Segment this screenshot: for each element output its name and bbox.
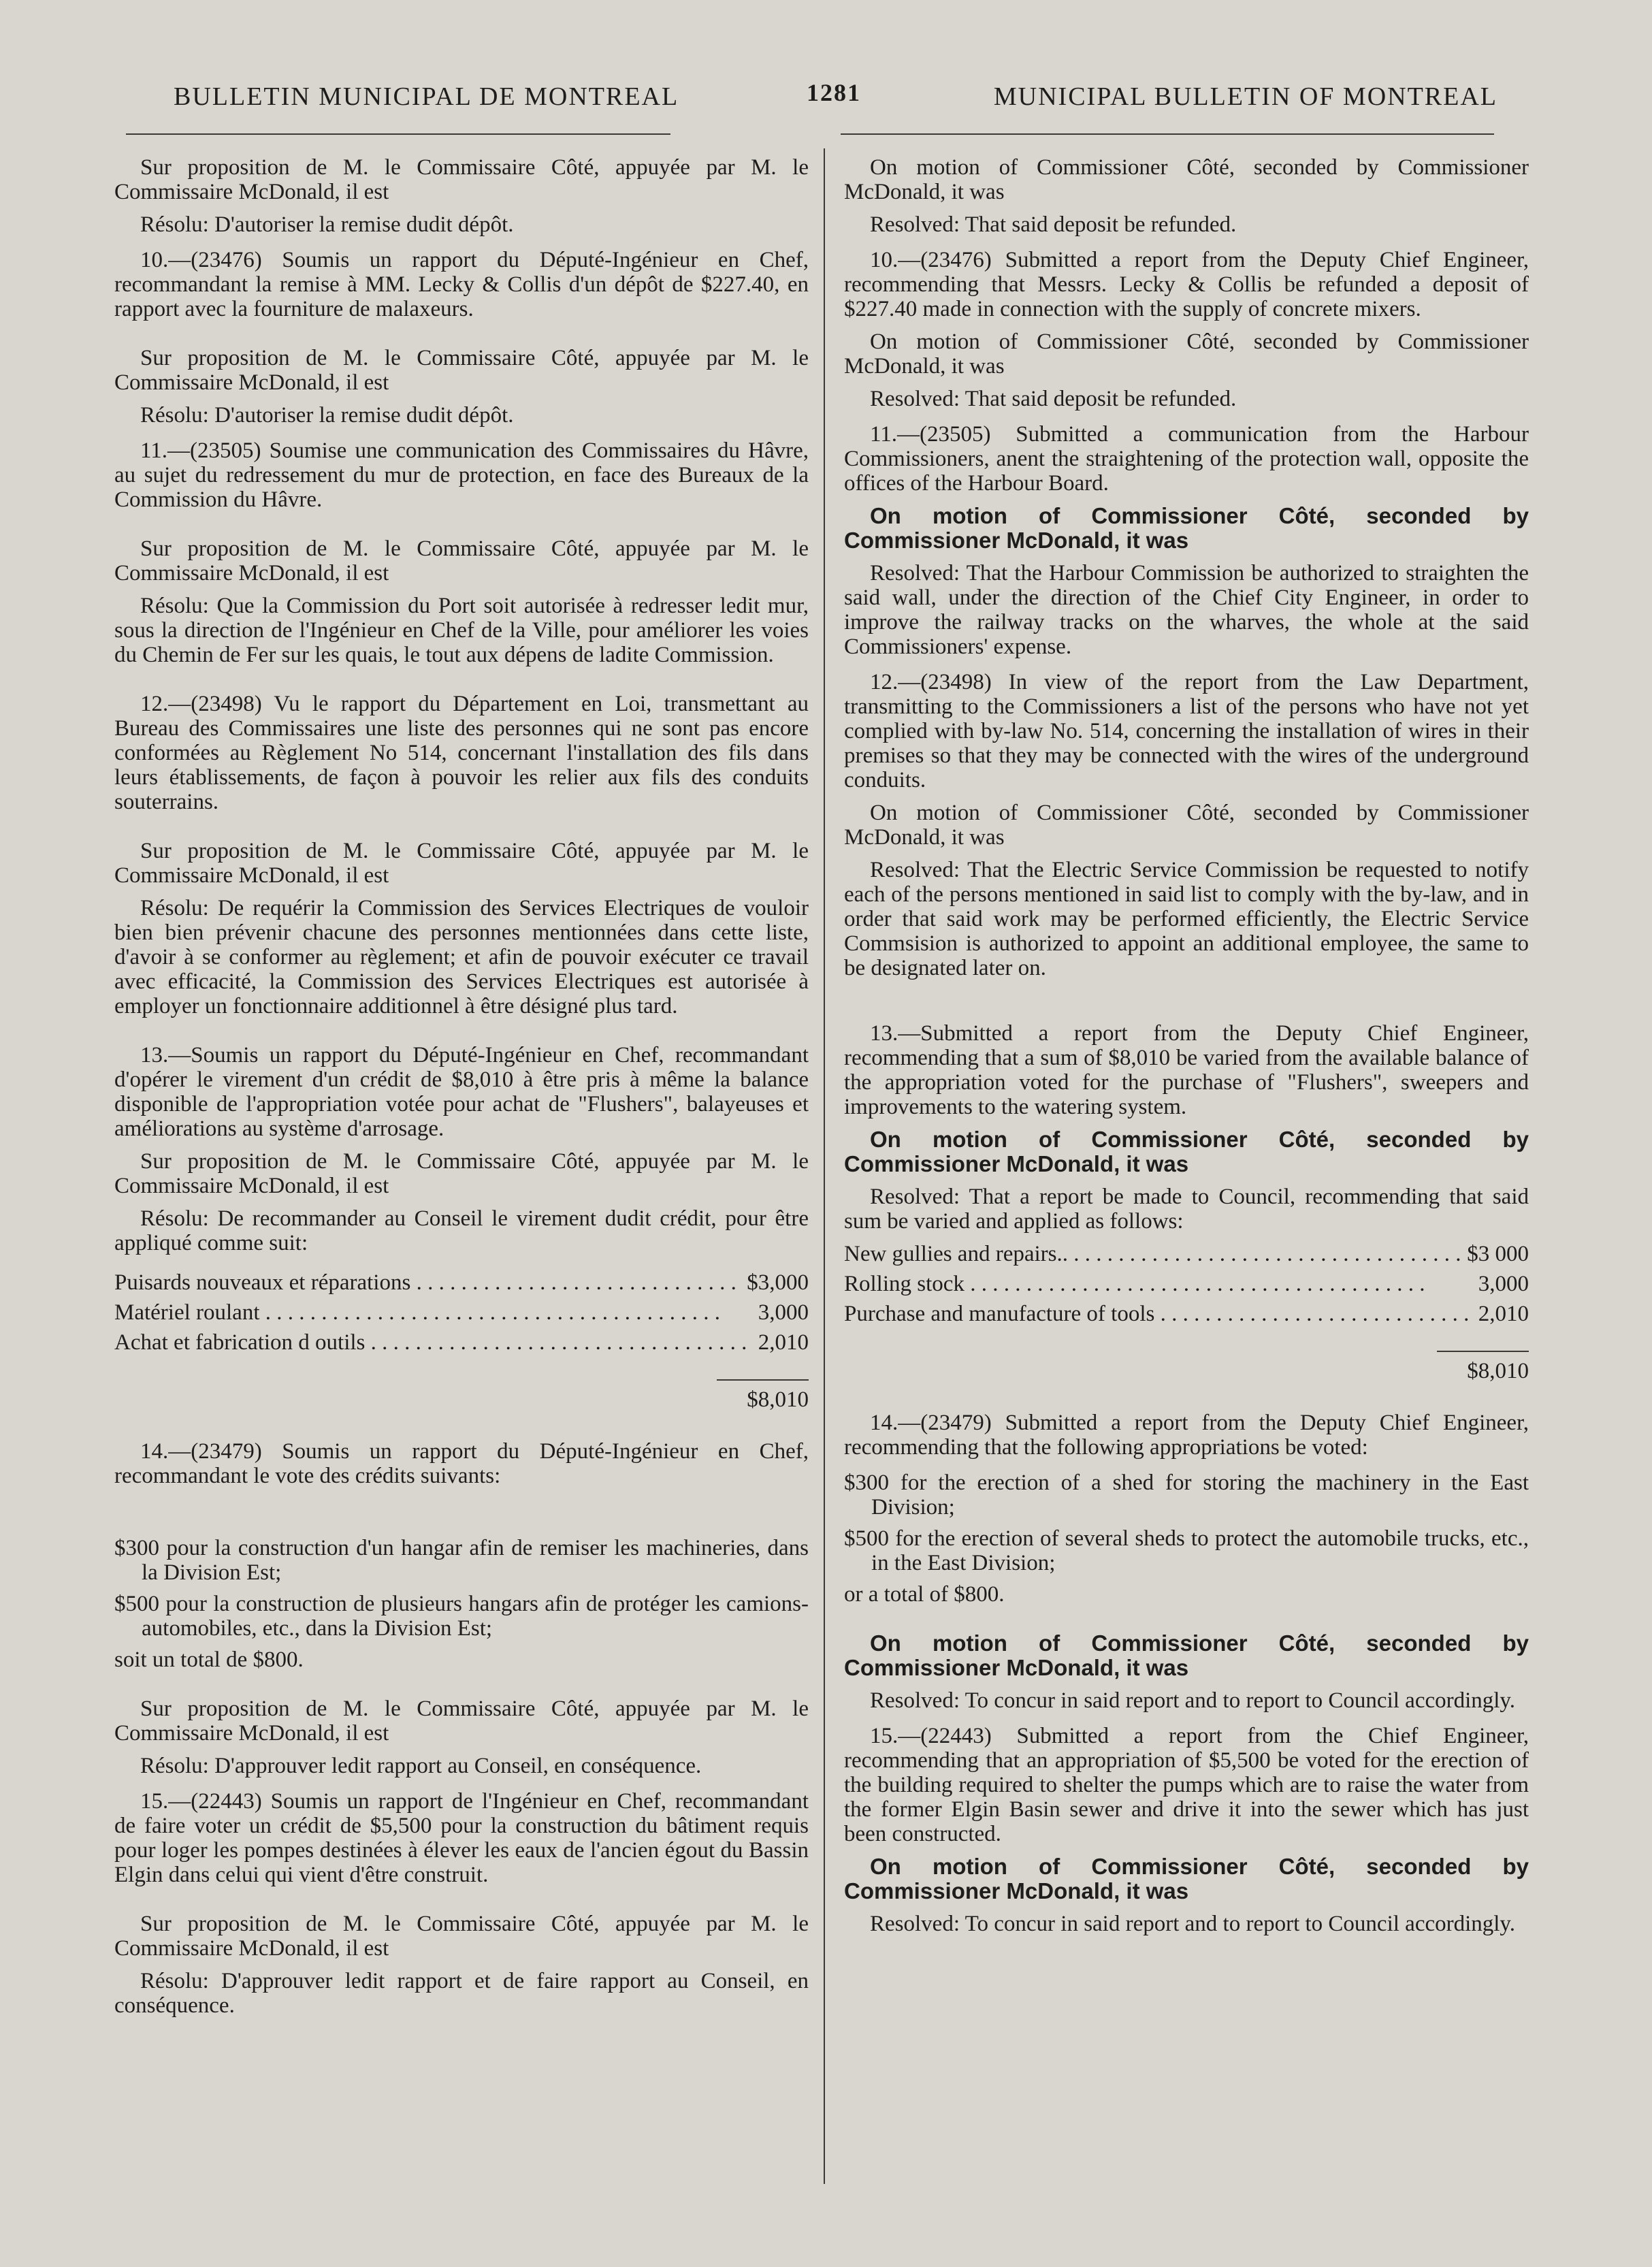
item-12: 12.—(23498) Vu le rapport du Département en Loi, transmettant au Bureau des Commissaires une liste des personnes qui ne sont pas encore conformées au Règlement No 514, concernant l'installation des fils dans leurs établissements, de façon à pouvoir les relier aux fils des conduits souterrains. (114, 692, 809, 814)
resolution-text: Resolved: That a report be made to Council, recommending that said sum be varied and applied as follows: (844, 1185, 1529, 1234)
item-15: 15.—(22443) Soumis un rapport de l'Ingénieur en Chef, recommandant de faire voter un crédit de $5,500 pour la construction du bâtiment requis pour loger les pompes destinées à élever les eaux de l'ancien égout du Bassin Elgin dans celui qui vient d'être construit. (114, 1789, 809, 1887)
header-french-title: BULLETIN MUNICIPAL DE MONTREAL (174, 82, 679, 111)
item-10: 10.—(23476) Submitted a report from the Deputy Chief Engineer, recommending that Messrs. Lecky & Collis be refunded a deposit of $227.40 made in connection with the supply of concrete mixers. (844, 248, 1529, 321)
page-header (170, 76, 1497, 117)
motion-text: On motion of Commissioner Côté, seconded by Commissioner McDonald, it was (844, 1127, 1529, 1176)
resolution-text: Résolu: D'approuver ledit rapport au Conseil, en conséquence. (140, 1754, 702, 1778)
resolution-text: Resolved: To concur in said report and to report to Council accordingly. (870, 1688, 1516, 1713)
french-column (114, 155, 809, 2026)
resolution-text: Resolved: That the Harbour Commission be authorized to straighten the said wall, under the direction of the Chief City Engineer, in order to improve the railway tracks on the wharves, the whole at the said Commissioners' expense. (844, 561, 1529, 659)
item-10: 10.—(23476) Soumis un rapport du Député-Ingénieur en Chef, recommandant la remise à MM. Lecky & Collis d'un dépôt de $227.40, en rapport avec la fourniture de malaxeurs. (114, 248, 809, 321)
resolution-text: Resolved: That said deposit be refunded. (870, 387, 1237, 411)
motion-text: Sur proposition de M. le Commissaire Côté, appuyée par M. le Commissaire McDonald, il est (114, 1697, 809, 1746)
list-item-amount: 3,000 (1478, 1272, 1529, 1296)
budget-list (114, 1270, 809, 1355)
item-13: 13.—Soumis un rapport du Député-Ingénieur en Chef, recommandant d'opérer le virement d'un crédit de $8,010 à être pris à même la balance disponible de l'appropriation votée pour achat de "Flushers", balayeuses et améliorations au système d'arrosage. (114, 1043, 809, 1141)
header-rule-left (126, 133, 670, 135)
list-item: $500 for the erection of several sheds to protect the automobile trucks, etc., in the East Division; (844, 1526, 1529, 1575)
motion-text: Sur proposition de M. le Commissaire Côté, appuyée par M. le Commissaire McDonald, il est (114, 536, 809, 585)
list-item (844, 1302, 1529, 1326)
resolution-text: Résolu: De recommander au Conseil le virement dudit crédit, pour être appliqué comme suit: (114, 1206, 809, 1255)
motion-text: Sur proposition de M. le Commissaire Côté, appuyée par M. le Commissaire McDonald, il est (114, 1149, 809, 1198)
total-amount: $8,010 (747, 1387, 809, 1412)
list-item-amount: $3 000 (1467, 1242, 1529, 1266)
list-item: soit un total de $800. (114, 1647, 304, 1672)
list-item (114, 1330, 809, 1355)
item-14: 14.—(23479) Soumis un rapport du Député-Ingénieur en Chef, recommandant le vote des crédits suivants: (114, 1439, 809, 1488)
resolution-text: Resolved: That said deposit be refunded. (870, 212, 1237, 237)
list-item-amount: 3,000 (758, 1300, 809, 1325)
motion-text: On motion of Commissioner Côté, seconded by Commissioner McDonald, it was (844, 1854, 1529, 1903)
motion-text: On motion of Commissioner Côté, seconded by Commissioner McDonald, it was (844, 329, 1529, 379)
motion-text: On motion of Commissioner Côté, seconded by Commissioner McDonald, it was (844, 503, 1529, 553)
list-item: $300 pour la construction d'un hangar afin de remiser les machineries, dans la Division Est; (114, 1536, 809, 1585)
list-item: $500 pour la construction de plusieurs hangars afin de protéger les camions-automobiles, etc., dans la Division Est; (114, 1592, 809, 1641)
list-item: $300 for the erection of a shed for storing the machinery in the East Division; (844, 1470, 1529, 1520)
list-item-label: Purchase and manufacture of tools . . . (844, 1302, 1472, 1326)
item-11: 11.—(23505) Submitted a communication from the Harbour Commissioners, anent the straightening of the protection wall, opposite the offices of the Harbour Board. (844, 422, 1529, 496)
list-item-amount: 2,010 (758, 1330, 809, 1355)
list-item (844, 1242, 1529, 1266)
resolution-text: Résolu: D'autoriser la remise dudit dépôt. (140, 403, 514, 428)
budget-list (844, 1242, 1529, 1326)
total-rule (1437, 1351, 1529, 1352)
list-item-label: Rolling stock . . . (844, 1272, 1425, 1296)
resolution-text: Résolu: D'approuver ledit rapport et de faire rapport au Conseil, en conséquence. (114, 1969, 809, 2018)
list-item (114, 1300, 809, 1325)
resolution-text: Résolu: Que la Commission du Port soit autorisée à redresser ledit mur, sous la direction de l'Ingénieur en Chef de la Ville, pour améliorer les voies du Chemin de Fer sur les quais, le tout aux dépens de ladite Commission. (114, 594, 809, 667)
total-rule (717, 1379, 809, 1381)
motion-text: On motion of Commissioner Côté, seconded by Commissioner McDonald, it was (844, 155, 1529, 204)
list-item (844, 1272, 1529, 1296)
motion-text: On motion of Commissioner Côté, seconded by Commissioner McDonald, it was (844, 801, 1529, 850)
motion-text: Sur proposition de M. le Commissaire Côté, appuyée par M. le Commissaire McDonald, il est (114, 1912, 809, 1961)
header-rule-right (841, 133, 1494, 135)
resolution-text: Resolved: That the Electric Service Commission be requested to notify each of the persons mentioned in said list to comply with the by-law, and in order that said work may be performed efficiently, the Electric Service Commsision is authorized to appoint an additional employee, the same to be designated later on. (844, 858, 1529, 980)
item-14: 14.—(23479) Submitted a report from the Deputy Chief Engineer, recommending that the following appropriations be voted: (844, 1411, 1529, 1460)
header-english-title: MUNICIPAL BULLETIN OF MONTREAL (993, 82, 1497, 111)
motion-text: On motion of Commissioner Côté, seconded by Commissioner McDonald, it was (844, 1630, 1529, 1680)
list-item-label: Achat et fabrication d outils . . . (114, 1330, 751, 1355)
english-column (844, 155, 1529, 1944)
list-item-label: New gullies and repairs.. . . . (844, 1242, 1460, 1266)
resolution-text: Résolu: D'autoriser la remise dudit dépôt. (140, 212, 514, 237)
motion-text: Sur proposition de M. le Commissaire Côté, appuyée par M. le Commissaire McDonald, il est (114, 346, 809, 395)
item-13: 13.—Submitted a report from the Deputy Chief Engineer, recommending that a sum of $8,010 be varied from the available balance of the appropriation voted for the purchase of "Flushers", sweepers and improvements to the watering system. (844, 1021, 1529, 1119)
item-12: 12.—(23498) In view of the report from the Law Department, transmitting to the Commissioners a list of the persons who have not yet complied with by-law No. 514, concerning the installation of wires in their premises so that they may be connected with the wires of the underground conduits. (844, 670, 1529, 792)
motion-text: Sur proposition de M. le Commissaire Côté, appuyée par M. le Commissaire McDonald, il est (114, 839, 809, 888)
resolution-text: Résolu: De requérir la Commission des Services Electriques de vouloir bien bien prévenir chacune des personnes mentionnées dans cette liste, d'avoir à se conformer au règlement; et afin de pouvoir exécuter ce travail avec efficacité, la Commission des Services Electriques est autorisée à employer un fonctionnaire additionnel à être désigné plus tard. (114, 896, 809, 1018)
list-item (114, 1270, 809, 1295)
motion-text: Sur proposition de M. le Commissaire Côté, appuyée par M. le Commissaire McDonald, il est (114, 155, 809, 204)
list-item-amount: $3,000 (747, 1270, 809, 1295)
total-amount: $8,010 (1467, 1359, 1529, 1383)
list-item-label: Matériel roulant . . . (114, 1300, 720, 1325)
list-item-amount: 2,010 (1478, 1302, 1529, 1326)
page-number: 1281 (807, 79, 861, 106)
item-15: 15.—(22443) Submitted a report from the Chief Engineer, recommending that an appropriation of $5,500 be voted for the erection of the building required to shelter the pumps which are to raise the water from the former Elgin Basin sewer and drive it into the sewer which has just been constructed. (844, 1724, 1529, 1846)
column-divider (824, 148, 825, 2184)
list-item-label: Puisards nouveaux et réparations . . . (114, 1270, 740, 1295)
item-11: 11.—(23505) Soumise une communication des Commissaires du Hâvre, au sujet du redressement du mur de protection, en face des Bureaux de la Commission du Hâvre. (114, 438, 809, 512)
resolution-text: Resolved: To concur in said report and to report to Council accordingly. (870, 1912, 1516, 1936)
list-item: or a total of $800. (844, 1582, 1005, 1607)
